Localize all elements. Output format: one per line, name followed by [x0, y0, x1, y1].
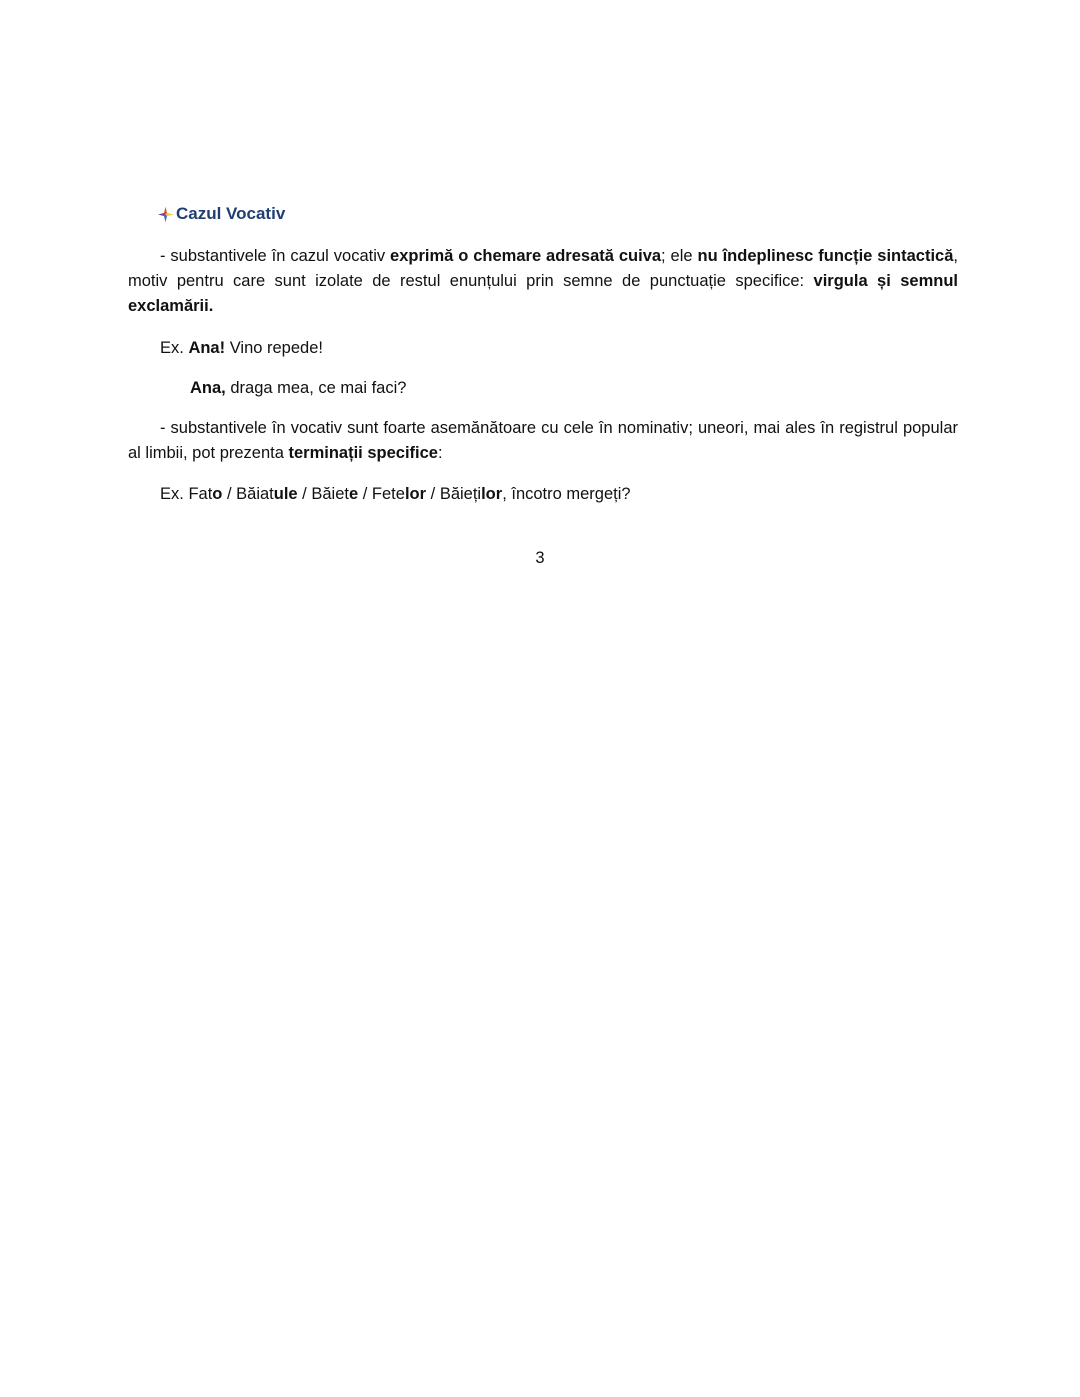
example-line-1 [160, 336, 323, 361]
bullet-star-icon [157, 206, 174, 223]
example-word: Băieți [439, 485, 482, 503]
paragraph-text: : [437, 444, 443, 462]
page-number: 3 [535, 549, 545, 567]
paragraph-text: ; ele [661, 247, 698, 265]
example-separator: / [358, 485, 372, 503]
example-word-ending: lor [481, 485, 503, 503]
paragraph-bold-text: nu îndeplinesc funcție sintactică [697, 247, 954, 265]
example-word: Fete [371, 485, 405, 503]
example-word-ending: lor [404, 485, 427, 503]
example-separator: / [297, 485, 312, 503]
example-line-3 [160, 482, 631, 507]
example-bold-text: Ana! [188, 339, 226, 357]
example-word-ending: e [348, 485, 359, 503]
example-word: Băiat [236, 485, 274, 503]
paragraph-bold-text: terminații specifice [288, 444, 438, 462]
example-word-ending: o [212, 485, 223, 503]
example-separator: / [222, 485, 237, 503]
section-heading-title: Cazul Vocativ [176, 204, 286, 223]
example-separator: / [426, 485, 440, 503]
paragraph-bold-text: virgula și semnul exclamării. [128, 272, 958, 315]
example-bold-text: Ana, [190, 379, 226, 397]
paragraph-text: - substantivele în cazul vocativ [160, 247, 391, 265]
example-word: Băiet [311, 485, 349, 503]
paragraph-bold-text: exprimă o chemare adresată cuiva [390, 247, 662, 265]
example-word: Fat [188, 485, 213, 503]
example-label: Ex. [160, 339, 189, 357]
paragraph-text: , motiv pentru care sunt izolate de restul enunțului prin semne de punctuație specifice: [128, 247, 958, 290]
paragraph-endings [128, 416, 958, 466]
example-label: Ex. [160, 485, 189, 503]
example-text: Vino repede! [225, 339, 323, 357]
paragraph-definition [128, 244, 958, 319]
section-heading [157, 204, 285, 224]
paragraph-text: - substantivele în vocativ sunt foarte asemănătoare cu cele în nominativ; uneori, mai ales în registrul popular al limbii, pot prezenta [128, 419, 958, 462]
example-line-2 [190, 376, 406, 401]
example-text: draga mea, ce mai faci? [225, 379, 407, 397]
example-word-ending: ule [273, 485, 298, 503]
example-text: , încotro mergeți? [502, 485, 631, 503]
